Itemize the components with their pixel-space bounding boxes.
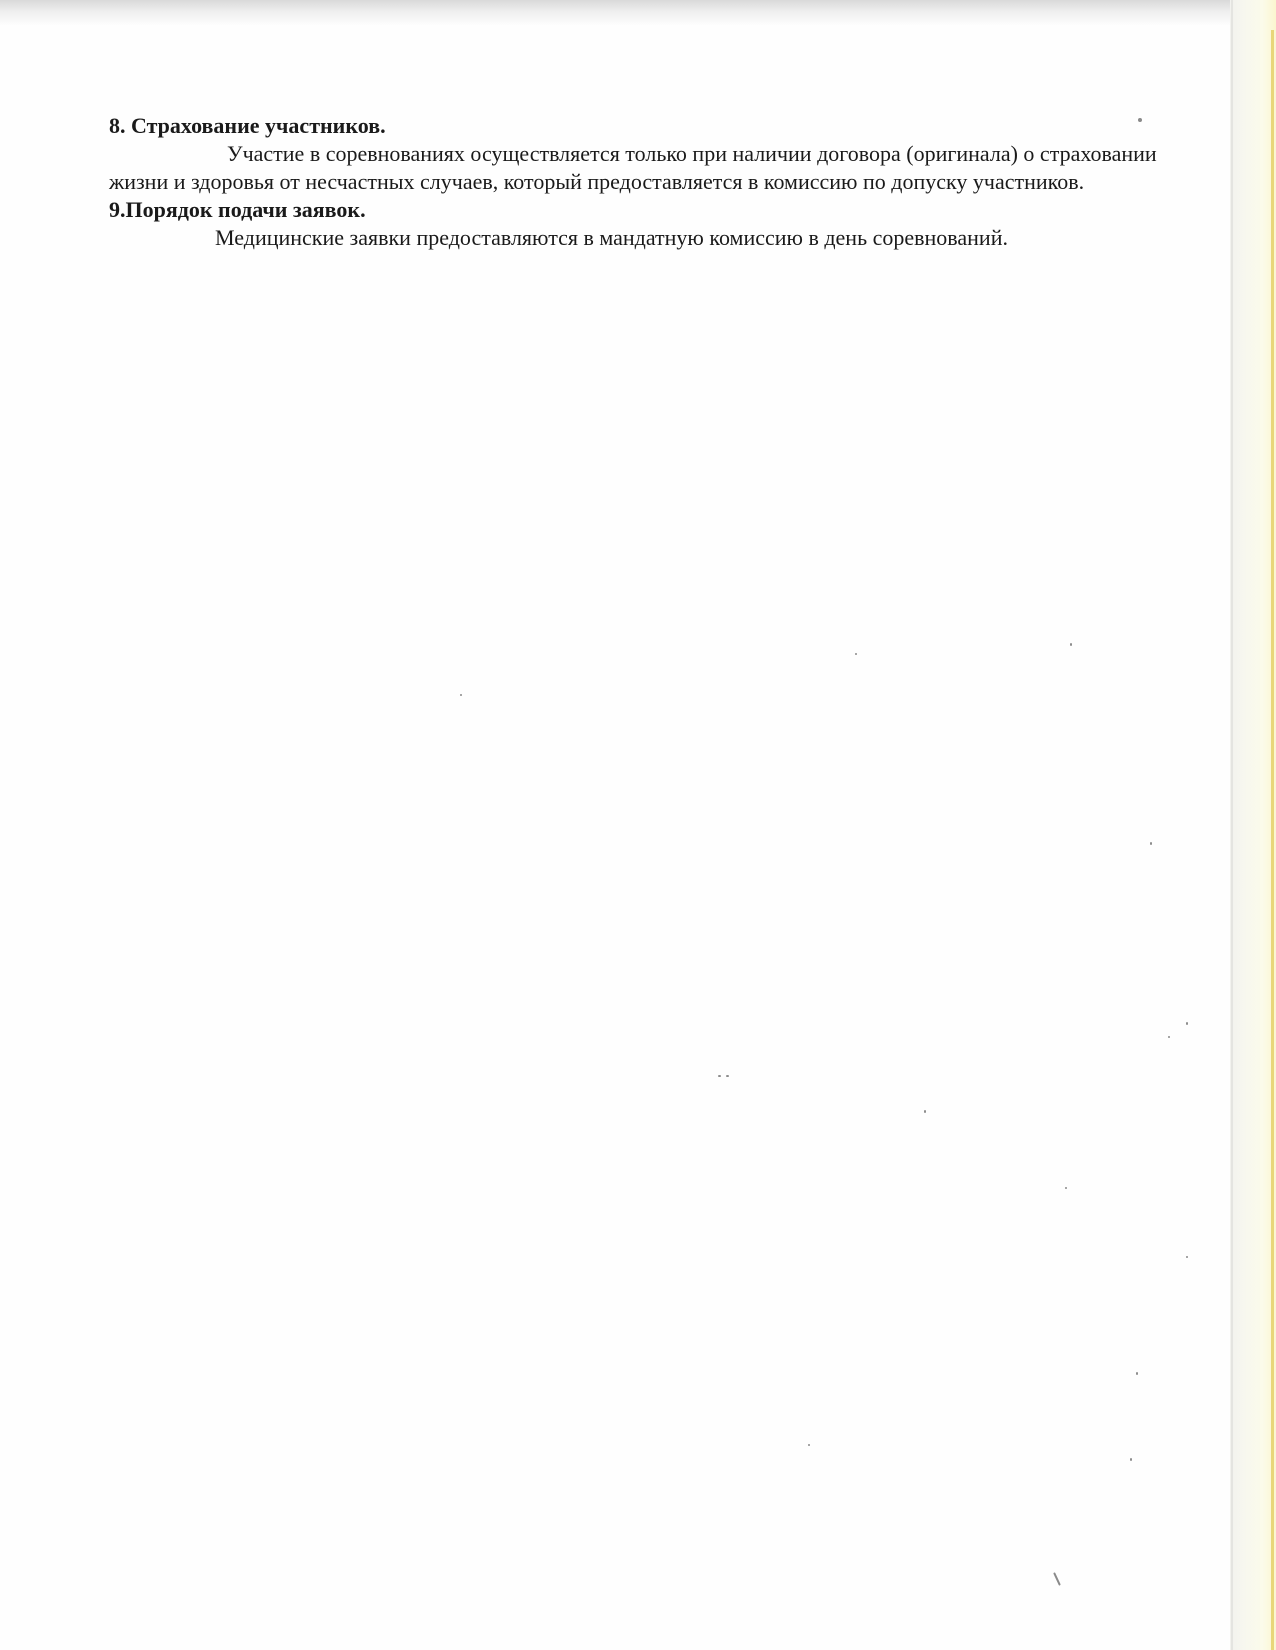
scan-speck <box>1136 1372 1138 1375</box>
scan-speck <box>1150 842 1152 845</box>
section-9-body: Медицинские заявки предоставляются в мандатную комиссию в день соревнований. <box>215 225 1008 250</box>
section-8-body: Участие в соревнованиях осуществляется только при наличии договора (оригинала) о страховании жизни и здоровья от несчастных случаев, который предоставляется в комиссию по допуску участников. <box>109 141 1157 194</box>
scan-speck <box>1070 643 1072 646</box>
scan-speck <box>726 1075 729 1077</box>
scan-speck <box>808 1444 810 1446</box>
scan-speck <box>1186 1022 1188 1025</box>
scanner-border-strip <box>1271 30 1274 1650</box>
section-8-heading: 8. Страхование участников. <box>109 113 386 138</box>
scan-speck <box>1168 1036 1170 1038</box>
scan-top-shadow <box>0 0 1230 26</box>
document-body <box>109 112 1159 252</box>
section-9-heading: 9.Порядок подачи заявок. <box>109 197 366 222</box>
scan-speck <box>1053 1572 1061 1586</box>
paper-edge-line <box>1231 0 1233 1650</box>
scan-speck <box>460 694 462 696</box>
scan-speck <box>924 1110 926 1113</box>
scan-right-edge <box>1230 0 1276 1650</box>
scan-speck <box>718 1075 721 1077</box>
scan-speck <box>855 653 857 655</box>
scan-speck <box>1138 118 1142 122</box>
scan-speck <box>1186 1256 1188 1258</box>
scan-speck <box>1065 1187 1067 1189</box>
scan-speck <box>1130 1458 1132 1461</box>
